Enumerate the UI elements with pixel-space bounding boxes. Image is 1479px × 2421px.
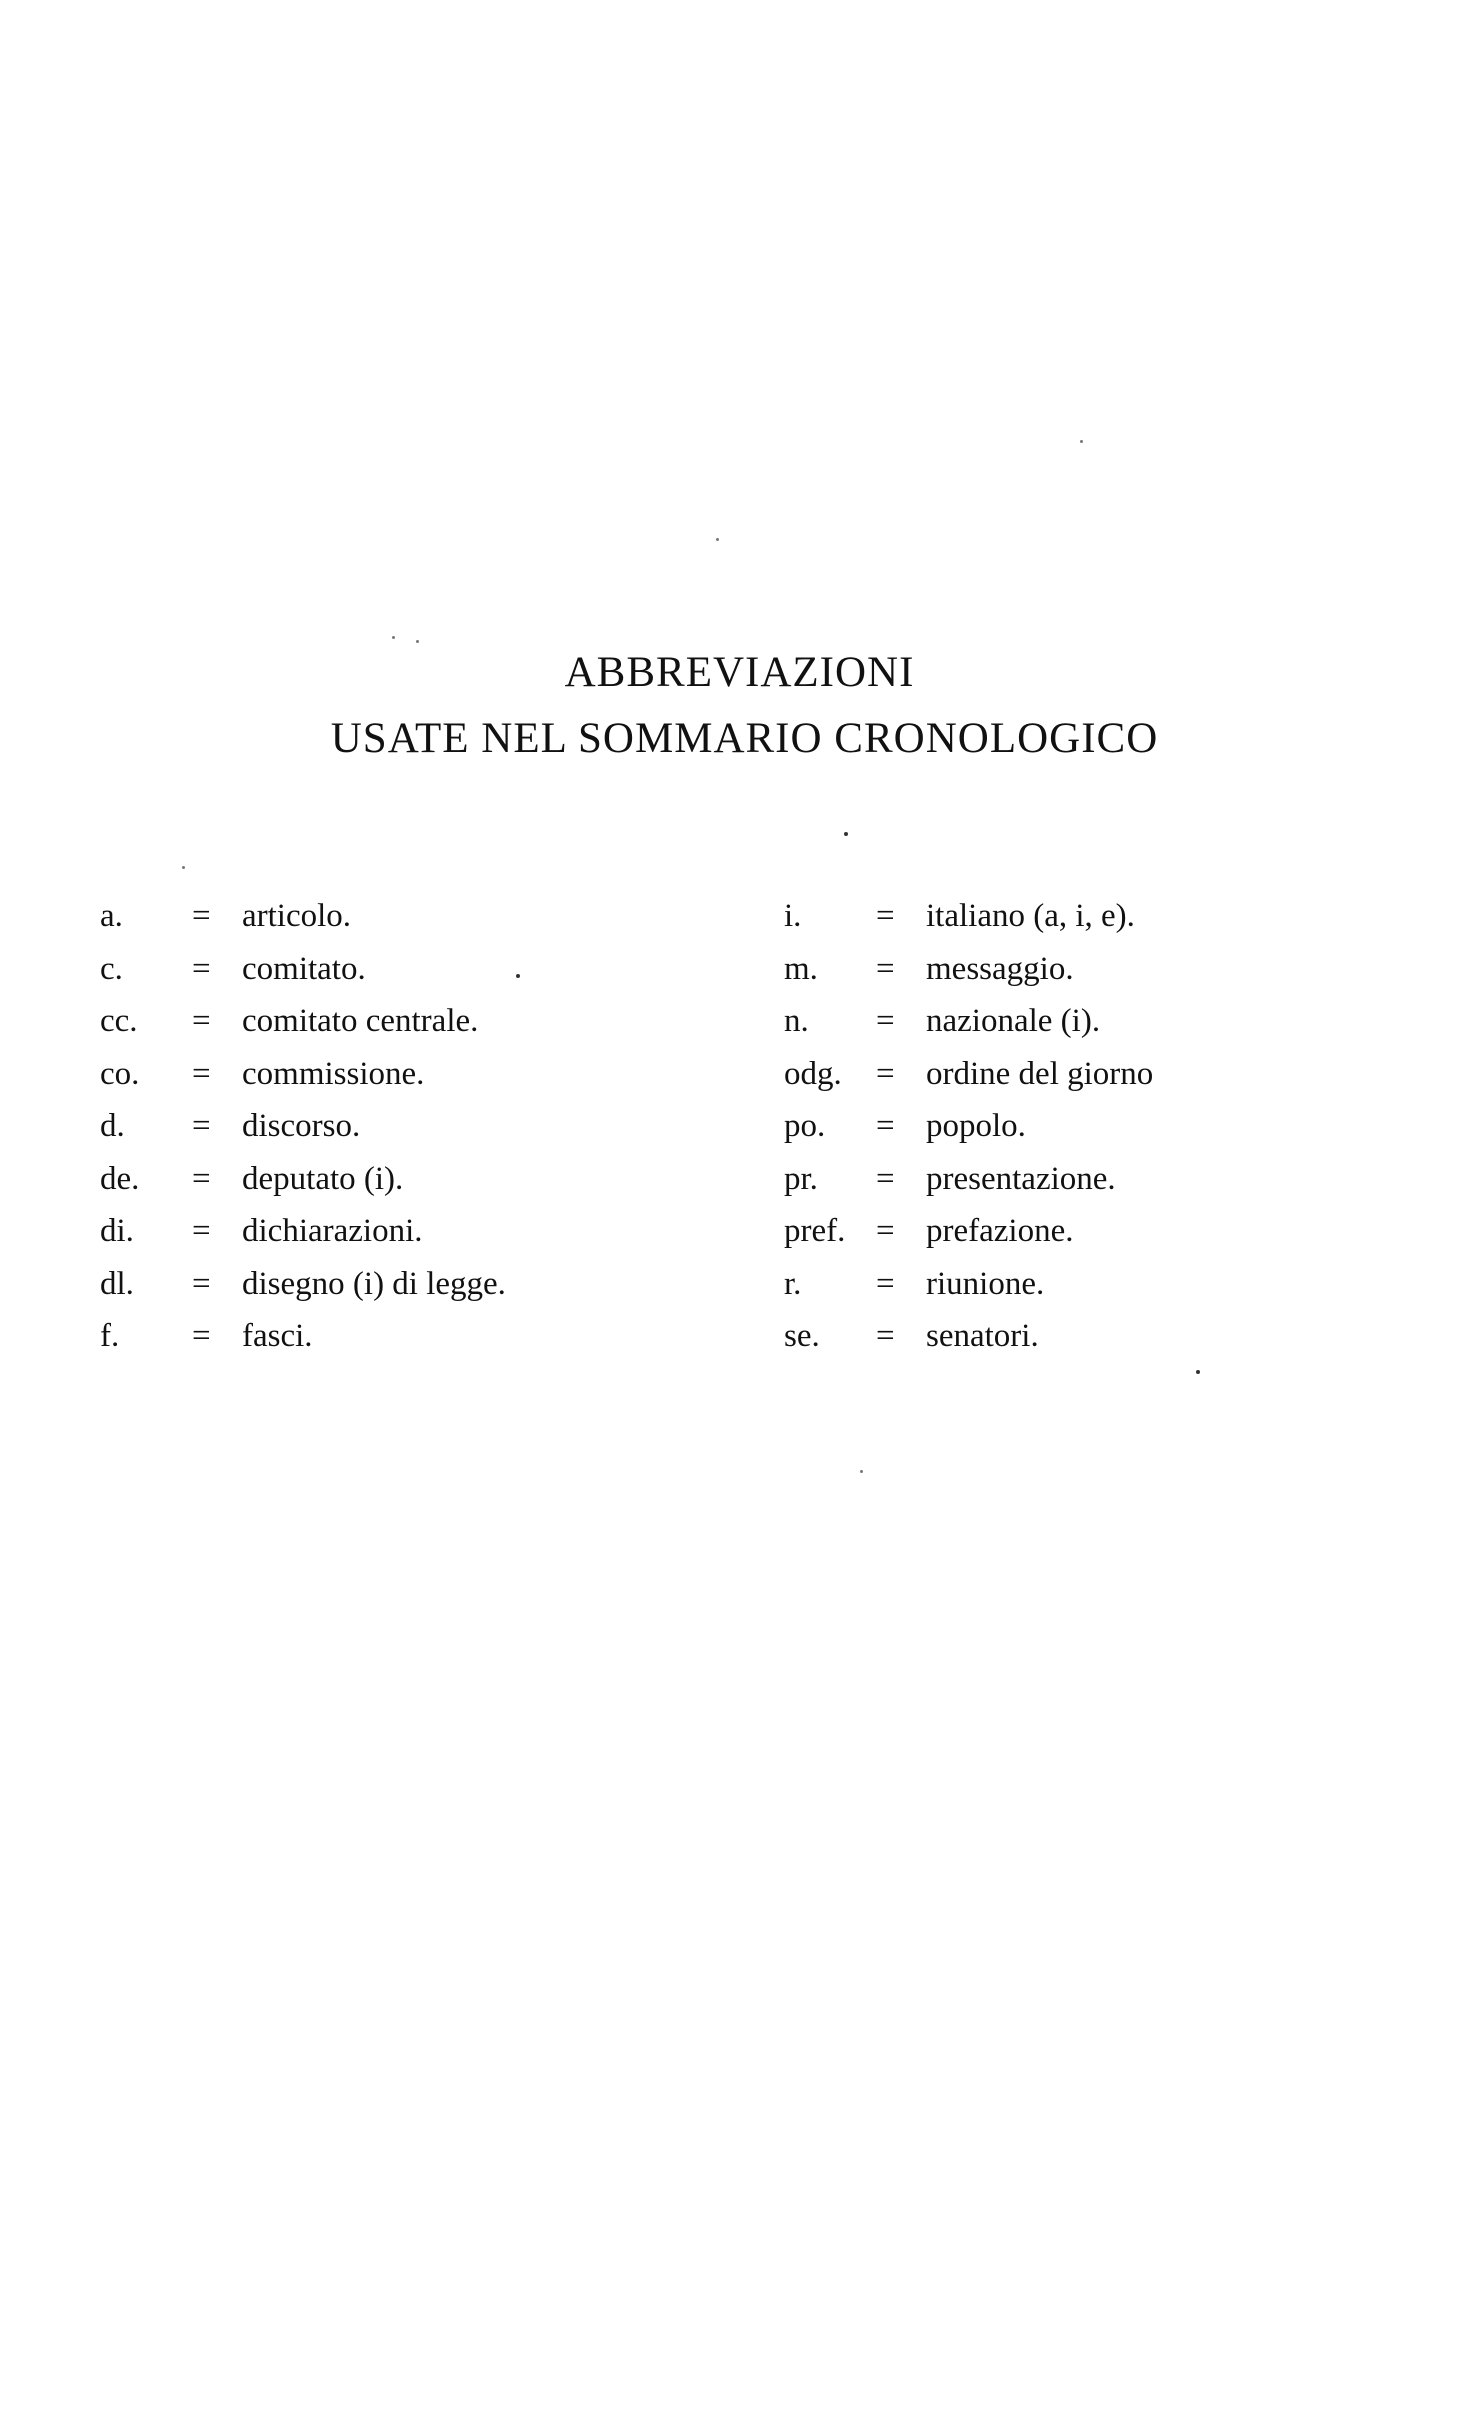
abbreviation-entry [100, 951, 700, 1004]
abbreviation: r. [784, 1265, 802, 1302]
scan-speck [860, 1470, 863, 1473]
equals-sign: = [192, 1265, 211, 1302]
abbreviation: a. [100, 898, 123, 934]
abbreviation-meaning: italiano (a, i, e). [926, 898, 1135, 934]
abbreviation-entry [100, 1056, 700, 1109]
abbreviation-entry [100, 1003, 700, 1056]
equals-sign: = [192, 1318, 211, 1354]
equals-sign: = [876, 1265, 895, 1302]
abbreviation-entry [784, 951, 1344, 1004]
page-subtitle: USATE NEL SOMMARIO CRONOLOGICO [330, 715, 1159, 762]
abbreviation: se. [784, 1318, 820, 1354]
page-title: ABBREVIAZIONI [564, 649, 915, 696]
scan-speck [416, 640, 419, 643]
abbreviation-entry [784, 1318, 1344, 1371]
abbreviation-entry [100, 898, 700, 951]
abbreviation-meaning: dichiarazioni. [242, 1213, 423, 1249]
abbreviation-entry [100, 1318, 700, 1371]
scan-speck [844, 832, 848, 836]
abbreviation: odg. [784, 1055, 842, 1092]
abbreviation-meaning: discorso. [242, 1108, 361, 1144]
abbreviation: d. [100, 1108, 125, 1144]
abbreviation-meaning: popolo. [926, 1108, 1026, 1144]
abbreviation: dl. [100, 1265, 134, 1302]
abbreviation-meaning: disegno (i) di legge. [242, 1265, 506, 1302]
abbreviation-entry [100, 1213, 700, 1266]
abbreviation: n. [784, 1003, 809, 1039]
equals-sign: = [192, 1160, 211, 1197]
scan-speck [716, 538, 719, 541]
abbreviation-list-right [784, 898, 1344, 1371]
equals-sign: = [192, 1003, 211, 1039]
abbreviation-list-left [100, 898, 700, 1371]
equals-sign: = [876, 1318, 895, 1354]
abbreviation-meaning: comitato. [242, 950, 366, 987]
abbreviation: co. [100, 1055, 140, 1092]
abbreviation-meaning: comitato centrale. [242, 1003, 479, 1039]
abbreviation-entry [100, 1108, 700, 1161]
abbreviation-meaning: nazionale (i). [926, 1003, 1101, 1039]
abbreviation-entry [100, 1161, 700, 1214]
abbreviation: pref. [784, 1213, 846, 1249]
equals-sign: = [876, 950, 895, 987]
abbreviation-meaning: messaggio. [926, 950, 1074, 987]
abbreviation-meaning: presentazione. [926, 1160, 1116, 1197]
scan-speck [392, 636, 395, 639]
equals-sign: = [876, 1160, 895, 1197]
abbreviation: m. [784, 950, 818, 987]
abbreviation-meaning: fasci. [242, 1318, 313, 1354]
abbreviation-entry [784, 1266, 1344, 1319]
abbreviation: de. [100, 1160, 140, 1197]
abbreviation-entry [784, 1108, 1344, 1161]
equals-sign: = [192, 1108, 211, 1144]
abbreviation: po. [784, 1108, 826, 1144]
equals-sign: = [192, 1213, 211, 1249]
equals-sign: = [192, 1055, 211, 1092]
abbreviation: f. [100, 1318, 120, 1354]
abbreviation-meaning: prefazione. [926, 1213, 1074, 1249]
equals-sign: = [876, 1213, 895, 1249]
page-title-block [0, 640, 1479, 772]
equals-sign: = [876, 1108, 895, 1144]
abbreviation: cc. [100, 1003, 138, 1039]
abbreviation-meaning: commissione. [242, 1055, 425, 1092]
equals-sign: = [192, 898, 211, 934]
abbreviation-meaning: ordine del giorno [926, 1055, 1154, 1092]
abbreviation-entry [784, 1056, 1344, 1109]
scan-speck [182, 866, 185, 869]
abbreviation: di. [100, 1213, 134, 1249]
scan-speck [1080, 440, 1083, 443]
abbreviation-meaning: articolo. [242, 898, 352, 934]
abbreviation: i. [784, 898, 802, 934]
abbreviation: pr. [784, 1160, 818, 1197]
equals-sign: = [876, 1003, 895, 1039]
abbreviation-meaning: riunione. [926, 1265, 1045, 1302]
equals-sign: = [192, 950, 211, 987]
abbreviation: c. [100, 950, 123, 987]
abbreviation-entry [784, 1213, 1344, 1266]
equals-sign: = [876, 898, 895, 934]
abbreviation-entry [784, 898, 1344, 951]
abbreviation-meaning: senatori. [926, 1318, 1039, 1354]
scan-speck [516, 974, 520, 978]
abbreviation-entry [100, 1266, 700, 1319]
abbreviation-entry [784, 1161, 1344, 1214]
equals-sign: = [876, 1055, 895, 1092]
abbreviation-entry [784, 1003, 1344, 1056]
scan-speck [1196, 1370, 1200, 1374]
abbreviation-meaning: deputato (i). [242, 1160, 404, 1197]
